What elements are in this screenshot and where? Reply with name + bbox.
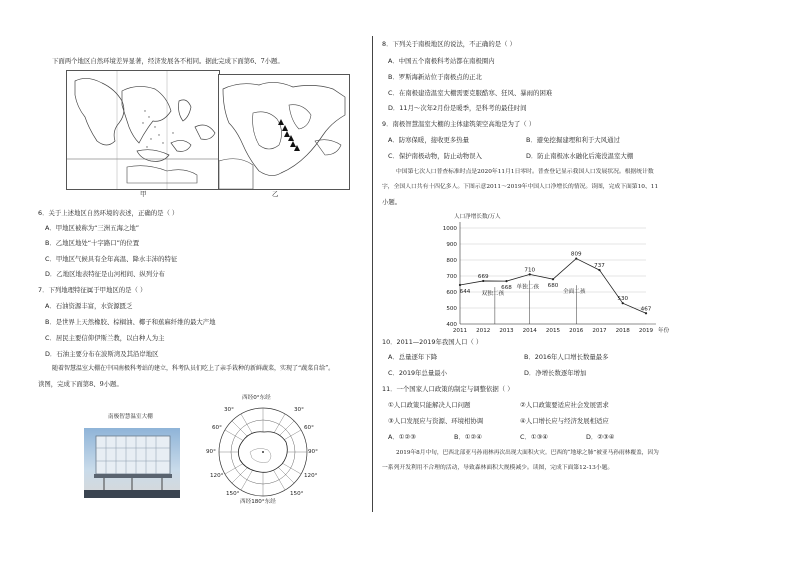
chart-point bbox=[575, 257, 577, 259]
q7-option-c[interactable]: C．居民主要信仰伊斯兰教，以白种人为主 bbox=[45, 334, 165, 342]
chart-point bbox=[505, 280, 507, 282]
polar-label-right-90: 90° bbox=[308, 449, 318, 455]
q11-choice-d[interactable]: D．②③④ bbox=[586, 433, 615, 441]
chart-data-label: 710 bbox=[524, 267, 536, 274]
q7-option-b[interactable]: B．是世界上天然橡胶、棕榈油、椰子和蕉麻纤维的最大产地 bbox=[45, 318, 216, 326]
q11-item-2: ②人口政策要适应社会发展需求 bbox=[520, 401, 609, 409]
q10-option-c[interactable]: C．2019年总量最小 bbox=[388, 369, 448, 377]
polar-label-left-150: 150° bbox=[226, 491, 240, 497]
polar-label-bottom: 西经180°东经 bbox=[240, 499, 276, 505]
chart-ytick-label: 600 bbox=[446, 290, 457, 296]
q8-option-d[interactable]: D．11月～次年2月份是暖季，是科考的最佳时间 bbox=[388, 104, 527, 112]
chart-point bbox=[645, 312, 647, 314]
q11-stem: 11．一个国家人口政策的制定与调整依据（ ） bbox=[382, 385, 514, 393]
chart-svg bbox=[426, 210, 686, 336]
q11-item-3: ③人口发展应与资源、环境相协调 bbox=[388, 417, 484, 425]
q6-option-a[interactable]: A．甲地区被称为“三洲五海之地” bbox=[45, 224, 140, 232]
polar-label-left-60: 60° bbox=[212, 425, 222, 431]
q10-stem: 10．2011—2019年我国人口（ ） bbox=[382, 338, 483, 346]
chart-data-label: 809 bbox=[570, 251, 582, 258]
antarctic-polar-map bbox=[198, 394, 328, 510]
chart-point bbox=[529, 273, 531, 275]
q9-option-a[interactable]: A．防寒保暖，接收更多热量 bbox=[388, 136, 470, 144]
q10-option-a[interactable]: A．总量逐年下降 bbox=[388, 353, 438, 361]
chart-data-label: 530 bbox=[617, 296, 629, 303]
intro-q8-9-line1: 随着智慧温室大棚在中国南极科考站的建立，科考队员们吃上了亲手栽种的新鲜蔬菜，实现了“蔬菜自给”。 bbox=[52, 365, 335, 372]
chart-xtick-label: 2012 bbox=[476, 328, 491, 334]
intro-q10-11-line1: 中国第七次人口普查标准时点是2020年11月1日零时。普查登记显示我国人口发展状况。根据统计数 bbox=[396, 169, 654, 175]
chart-xtick-label: 2011 bbox=[452, 328, 468, 334]
intro-q12-13-line2: 一系列开发利用不合理的活动，导致森林面积大规模减少。读图，完成下面第12-13小题。 bbox=[382, 465, 614, 471]
q7-option-a[interactable]: A．石油资源丰富，水资源匮乏 bbox=[45, 302, 133, 310]
chart-annotation-label: 单独二孩 bbox=[516, 284, 539, 291]
chart-ytick-label: 400 bbox=[446, 322, 457, 328]
q6-stem: 6．关于上述地区自然环境的表述，正确的是（ ） bbox=[38, 209, 179, 217]
chart-ytick-label: 900 bbox=[446, 242, 457, 248]
map-a-svg bbox=[67, 71, 219, 189]
chart-xtick-label: 2019 bbox=[638, 328, 654, 334]
chart-point bbox=[598, 269, 600, 271]
chart-annotation-label: 双独二孩 bbox=[481, 291, 505, 298]
chart-xtick-label: 2013 bbox=[499, 328, 514, 334]
q7-stem: 7．下列地理特征属于甲地区的是（ ） bbox=[38, 286, 147, 294]
chart-data-label: 668 bbox=[501, 285, 512, 292]
q11-item-4: ④人口增长应与经济发展相适应 bbox=[520, 417, 609, 425]
chart-point bbox=[482, 280, 484, 282]
q10-option-b[interactable]: B．2016年人口增长数量最多 bbox=[524, 353, 609, 361]
column-divider bbox=[372, 36, 373, 512]
polar-label-left-120: 120° bbox=[210, 473, 224, 479]
q10-option-d[interactable]: D．净增长数逐年增加 bbox=[524, 369, 587, 377]
chart-data-label: 669 bbox=[477, 273, 489, 280]
q9-option-b[interactable]: B．避免挖掘建埋和利于大风通过 bbox=[526, 136, 620, 144]
polar-label-right-60: 60° bbox=[304, 425, 314, 431]
q11-choice-c[interactable]: C．①③④ bbox=[520, 433, 549, 441]
polar-label-left-90: 90° bbox=[206, 449, 216, 455]
chart-point bbox=[552, 278, 554, 280]
q6-option-c[interactable]: C．甲地区气候具有全年高温、降水丰沛的特征 bbox=[45, 255, 178, 263]
q9-option-d[interactable]: D．防止南极冰水融化后淹没温室大棚 bbox=[526, 152, 634, 160]
polar-label-right-120: 120° bbox=[304, 473, 318, 479]
polar-label-left-30: 30° bbox=[224, 407, 234, 413]
chart-xlabel: 年份 bbox=[658, 328, 670, 334]
chart-ytick-label: 800 bbox=[446, 258, 457, 264]
chart-ytick-label: 700 bbox=[446, 274, 457, 280]
chart-data-label: 680 bbox=[547, 283, 559, 290]
q7-option-d[interactable]: D．石油主要分布在波斯湾及其沿岸地区 bbox=[45, 350, 159, 358]
intro-q6-7: 下面两个地区自然环境差异显著，经济发展各不相同。据此完成下面第6、7小题。 bbox=[52, 57, 284, 65]
q8-option-a[interactable]: A．中国五个南极科考站都在南极圈内 bbox=[388, 57, 495, 65]
intro-q10-11-line3: 小题。 bbox=[382, 198, 402, 206]
photo-caption: 南极智慧温室大棚 bbox=[108, 414, 153, 420]
polar-label-right-30: 30° bbox=[294, 407, 304, 413]
polar-label-right-150: 150° bbox=[290, 491, 304, 497]
intro-q10-11-line2: 字，全国人口共有十四亿多人。下图示意2011～2019年中国人口净增长的情况。读图，完成下面第10、11 bbox=[382, 184, 659, 190]
chart-ylabel: 人口净增长数/万人 bbox=[454, 214, 501, 220]
intro-q12-13-line1: 2019年8月中旬，巴西北部亚马孙雨林再次出现大面积火灾。巴西的“地球之肺”被亚马孙雨林覆盖，因为 bbox=[396, 450, 659, 456]
chart-xtick-label: 2015 bbox=[545, 328, 561, 334]
chart-data-label: 644 bbox=[459, 288, 471, 295]
chart-point bbox=[459, 284, 461, 286]
greenhouse-illustration bbox=[84, 428, 180, 498]
intro-q8-9-line2: 读图，完成下面第8、9小题。 bbox=[38, 380, 123, 388]
map-a-label: 甲 bbox=[140, 190, 147, 198]
population-growth-chart bbox=[426, 210, 686, 336]
q11-choice-a[interactable]: A．①②③ bbox=[388, 433, 416, 441]
q8-option-c[interactable]: C．在南极建造温室大棚需要克服酷寒、狂风、暴雨的困难 bbox=[388, 89, 553, 97]
chart-ytick-label: 500 bbox=[446, 306, 457, 312]
q8-stem: 8．下列关于南极地区的说法，不正确的是（ ） bbox=[382, 40, 516, 48]
map-middle-east bbox=[218, 74, 350, 190]
q9-option-c[interactable]: C．保护南极动物，防止动物误入 bbox=[388, 152, 482, 160]
q11-item-1: ①人口政策只能解决人口问题 bbox=[388, 401, 471, 409]
chart-annotation-label: 全面二孩 bbox=[563, 289, 586, 296]
q8-option-b[interactable]: B．罗斯海新站位于南极点的正北 bbox=[388, 73, 482, 81]
map-southeast-asia bbox=[66, 70, 220, 190]
greenhouse-photo bbox=[84, 428, 180, 498]
q11-choice-b[interactable]: B．①②④ bbox=[454, 433, 482, 441]
chart-point bbox=[622, 302, 624, 304]
map-b-label: 乙 bbox=[272, 190, 279, 198]
chart-data-label: 467 bbox=[640, 306, 652, 313]
map-b-svg bbox=[219, 75, 349, 189]
q9-stem: 9．南极智慧温室大棚的主体建筑架空高地是为了（ ） bbox=[382, 120, 536, 128]
q6-option-d[interactable]: D．乙地区地表特征是山河相间、纵列分布 bbox=[45, 270, 165, 278]
chart-xtick-label: 2017 bbox=[592, 328, 607, 334]
chart-xtick-label: 2016 bbox=[569, 328, 584, 334]
chart-xtick-label: 2018 bbox=[615, 328, 630, 334]
q6-option-b[interactable]: B．乙地区地处“十字路口”的位置 bbox=[45, 239, 140, 247]
chart-ytick-label: 1000 bbox=[442, 226, 457, 232]
polar-label-top: 西经0°东经 bbox=[242, 395, 271, 401]
chart-data-label: 737 bbox=[594, 263, 605, 270]
chart-xtick-label: 2014 bbox=[522, 328, 537, 334]
